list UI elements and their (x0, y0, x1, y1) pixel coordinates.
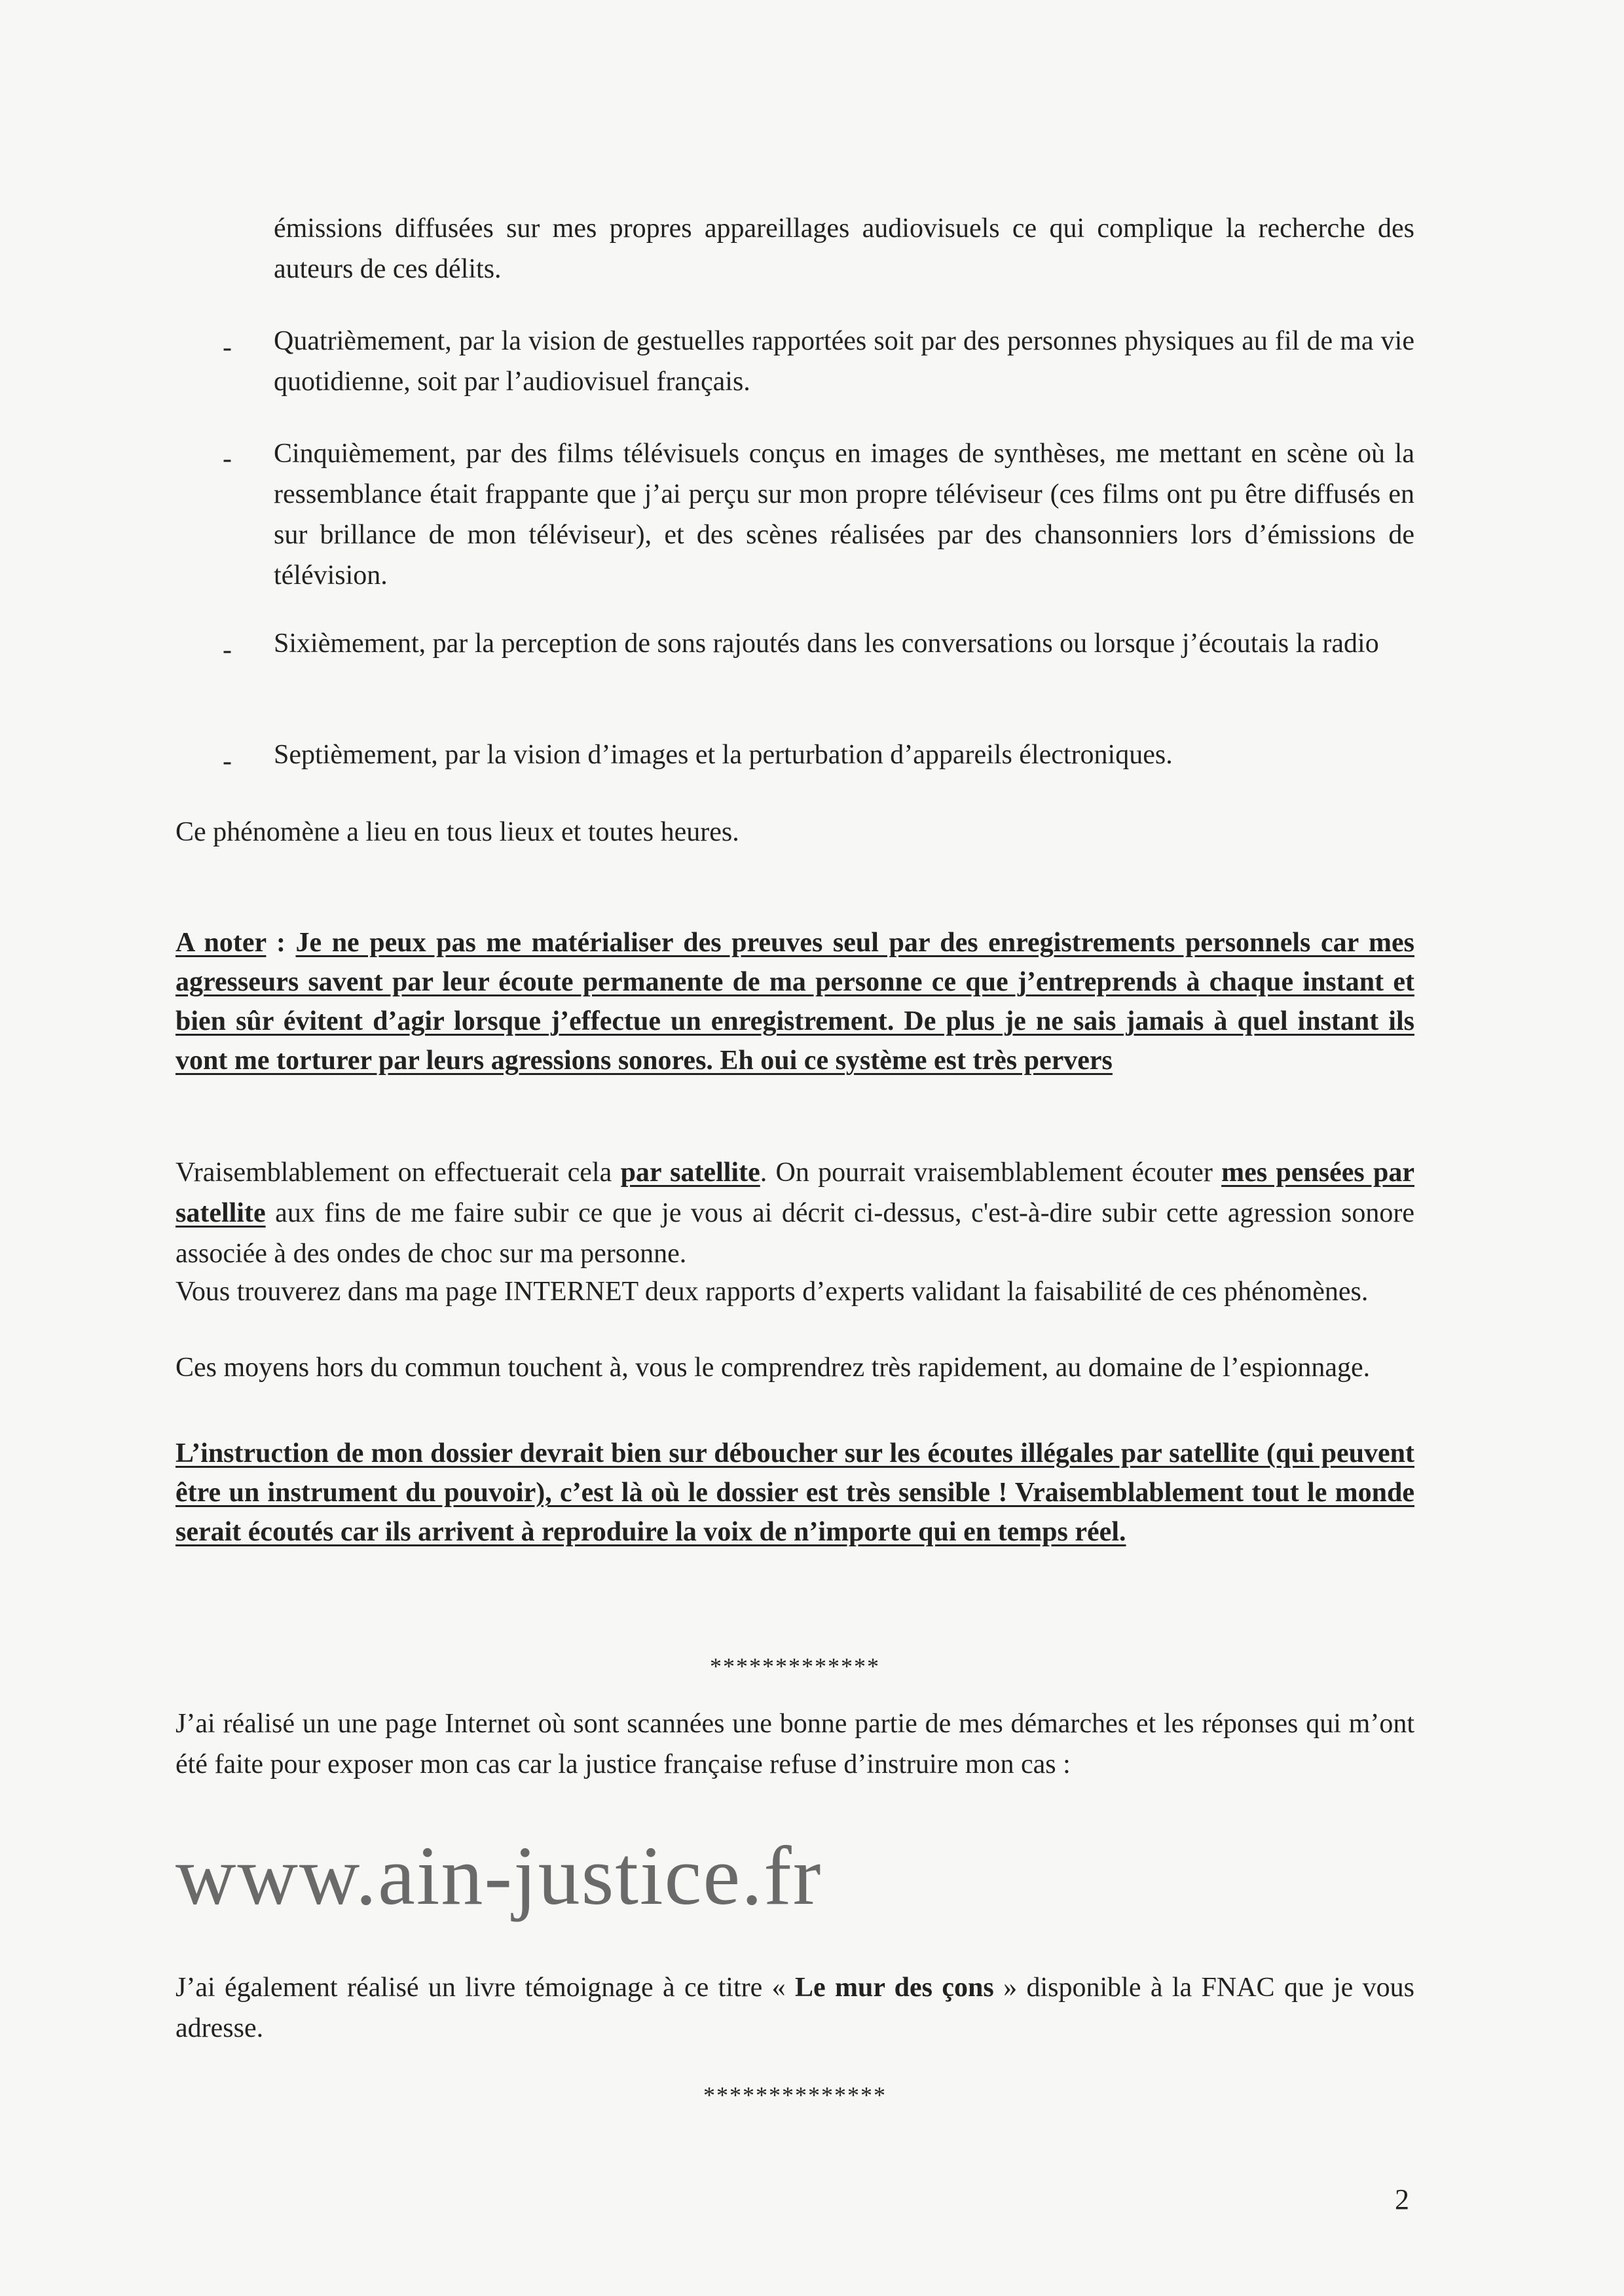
livre-title: Le mur des çons (795, 1973, 994, 2003)
item-quatriemement: Quatrièmement, par la vision de gestuelles rapportées soit par des personnes physiques au fil de ma vie quotidienne, soit par l’audiovisuel français. (274, 326, 1414, 397)
bullet-dash: - (223, 635, 232, 665)
livre-text-2: » disponible à la FNAC que je vous adresse. (175, 1973, 1414, 2043)
paragraph-moyens: Ces moyens hors du commun touchent à, vous le comprendrez très rapidement, au domaine de l’espionnage. (175, 1353, 1371, 1383)
note-label: A noter (175, 928, 267, 958)
item-cinquiemement: Cinquièmement, par des films télévisuels conçus en images de synthèses, me mettant en scène où la ressemblance était frappante que j’ai perçu sur mon propre téléviseur (ces films ont pu être diffusés en sur brillance de mon téléviseur), et des scènes réalisées par des chansonniers lors d’émissions de télévision. (274, 439, 1414, 591)
page-number: 2 (1395, 2183, 1409, 2215)
note-text: Je ne peux pas me matérialiser des preuves seul par des enregistrements personnels car mes agresseurs savent par leur écoute permanente de ma personne ce que j’entreprends à chaque instant et bien sûr évitent d’agir lorsque j’effectue un enregistrement. De plus je ne sais jamais à quel instant ils vont me torturer par leurs agressions sonores. Eh oui ce système est très pervers (175, 928, 1414, 1076)
paragraph-continuation: émissions diffusées sur mes propres appareillages audiovisuels ce qui complique la recherche des auteurs de ces délits. (274, 213, 1414, 284)
paragraph-lieux: Ce phénomène a lieu en tous lieux et toutes heures. (175, 817, 739, 847)
paragraph-instruction (175, 1434, 1414, 1552)
note-colon: : (266, 928, 296, 958)
paragraph-satellite (175, 1152, 1414, 1274)
sat-bold-2: mes pensées par satellite (175, 1157, 1415, 1228)
item-septiemement: Septièmement, par la vision d’images et la perturbation d’appareils électroniques. (274, 740, 1173, 770)
sat-text-2: . On pourrait vraisemblablement écouter (760, 1157, 1222, 1188)
bullet-dash: - (223, 333, 232, 363)
livre-text-1: J’ai également réalisé un livre témoignage à ce titre « (175, 1973, 796, 2003)
website-url: www.ain-justice.fr (175, 1829, 822, 1922)
sat-text-1: Vraisemblablement on effectuerait cela (175, 1157, 621, 1188)
note-paragraph (175, 923, 1414, 1080)
separator-stars-1: ************* (710, 1653, 880, 1679)
item-sixiemement: Sixièmement, par la perception de sons rajoutés dans les conversations ou lorsque j’écoutais la radio (274, 629, 1379, 659)
separator-stars-2: ************** (703, 2082, 887, 2108)
paragraph-livre (175, 1967, 1414, 2049)
bullet-dash: - (223, 746, 232, 776)
sat-text-3: aux fins de me faire subir ce que je vous ai décrit ci-dessus, c'est-à-dire subir cette agression sonore associée à des ondes de choc sur ma personne. (175, 1198, 1414, 1269)
paragraph-page-internet: J’ai réalisé un une page Internet où sont scannées une bonne partie de mes démarches et les réponses qui m’ont été faite pour exposer mon cas car la justice française refuse d’instruire mon cas : (175, 1709, 1414, 1779)
sat-bold-1: par satellite (620, 1157, 760, 1188)
paragraph-experts: Vous trouverez dans ma page INTERNET deux rapports d’experts validant la faisabilité de ces phénomènes. (175, 1277, 1369, 1307)
bullet-dash: - (223, 444, 232, 474)
instruction-text: L’instruction de mon dossier devrait bien sur déboucher sur les écoutes illégales par satellite (qui peuvent être un instrument du pouvoir), c’est là où le dossier est très sensible ! Vraisemblablement tout le monde serait écoutés car ils arrivent à reproduire la voix de n’importe qui en temps réel. (175, 1438, 1414, 1547)
